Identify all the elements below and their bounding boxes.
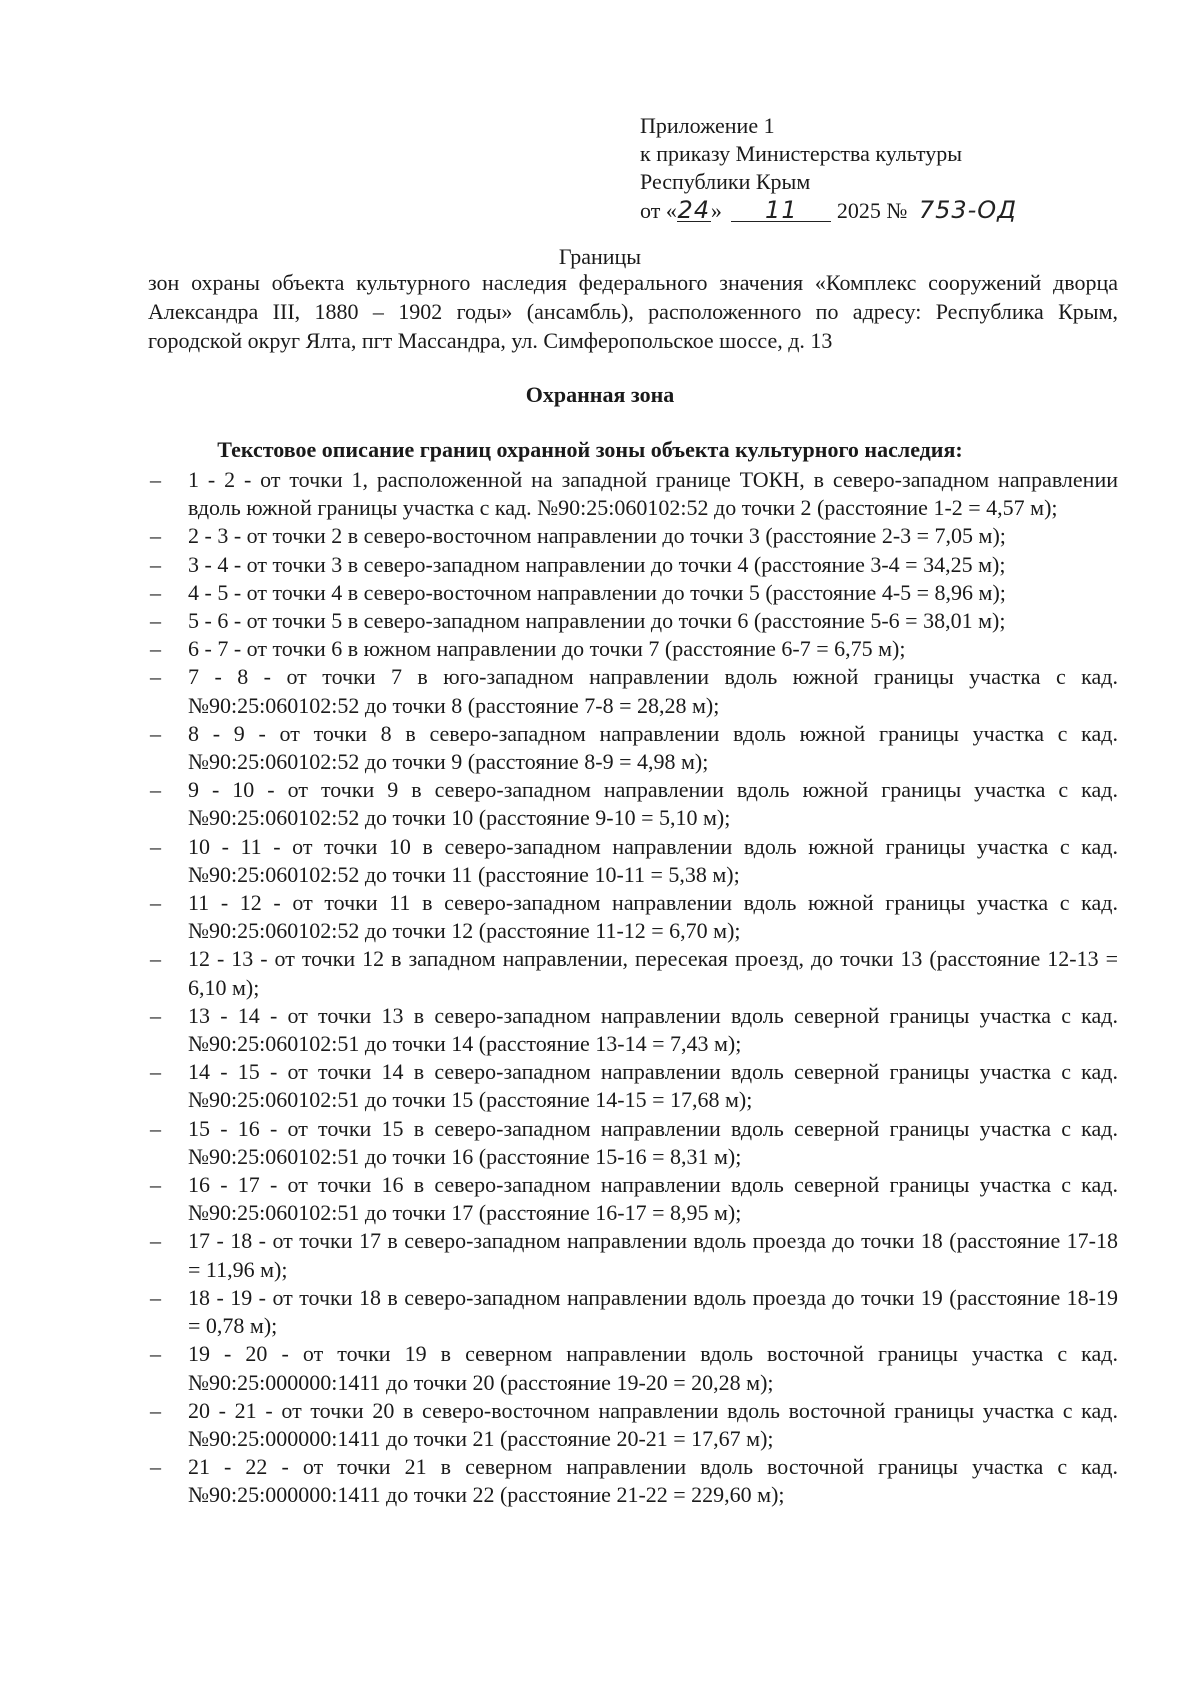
boundary-segment-text: 14 - 15 - от точки 14 в северо-западном направлении вдоль северной границы участка с кад. №90:25:060102:51 до точки 15 (расстояние 14-15 = 17,68 м); xyxy=(188,1059,1118,1113)
dash-bullet: – xyxy=(150,890,161,916)
date-mid: » xyxy=(710,198,722,223)
boundary-segment-text: 4 - 5 - от точки 4 в северо-восточном направлении до точки 5 (расстояние 4-5 = 8,96 м); xyxy=(188,579,1006,605)
boundary-segment-text: 1 - 2 - от точки 1, расположенной на западной границе ТОКН, в северо-западном направлении вдоль южной границы участка с кад. №90:25:060102:52 до точки 2 (расстояние 1-2 = 4,57 м); xyxy=(188,467,1118,521)
description-heading: Текстовое описание границ охранной зоны объекта культурного наследия: xyxy=(217,437,963,462)
boundary-segment-text: 18 - 19 - от точки 18 в северо-западном направлении вдоль проезда до точки 19 (расстояние 18-19 = 0,78 м); xyxy=(188,1284,1118,1339)
dash-bullet: – xyxy=(150,664,161,690)
boundary-segment-item xyxy=(148,833,1118,889)
dash-bullet: – xyxy=(150,1284,161,1310)
dash-bullet: – xyxy=(150,1059,161,1085)
appendix-header xyxy=(640,112,1017,225)
boundary-segment-text: 2 - 3 - от точки 2 в северо-восточном направлении до точки 3 (расстояние 2-3 = 7,05 м); xyxy=(188,523,1006,549)
dash-bullet: – xyxy=(150,833,161,859)
boundary-segment-text: 12 - 13 - от точки 12 в западном направлении, пересекая проезд, до точки 13 (расстояние 12-13 = 6,10 м); xyxy=(188,946,1118,1000)
dash-bullet: – xyxy=(150,720,161,746)
boundary-segment-item xyxy=(148,551,1118,579)
dash-bullet: – xyxy=(150,579,161,605)
boundary-segment-text: 3 - 4 - от точки 3 в северо-западном направлении до точки 4 (расстояние 3-4 = 34,25 м); xyxy=(188,551,1006,577)
order-date-line xyxy=(640,196,1017,225)
boundary-segment-item xyxy=(148,945,1118,1001)
dash-bullet: – xyxy=(150,636,161,662)
dash-bullet: – xyxy=(150,946,161,972)
boundary-segment-item xyxy=(148,1058,1118,1114)
boundary-segment-text: 11 - 12 - от точки 11 в северо-западном направлении вдоль южной границы участка с кад. №90:25:060102:52 до точки 12 (расстояние 11-12 = 6,70 м); xyxy=(188,890,1118,944)
boundary-segment-item xyxy=(148,1115,1118,1171)
boundary-segment-text: 7 - 8 - от точки 7 в юго-западном направлении вдоль южной границы участка с кад. №90:25:060102:52 до точки 8 (расстояние 7-8 = 28,28 м); xyxy=(188,664,1118,718)
document-title: Границы xyxy=(558,244,642,269)
boundary-segment-text: 19 - 20 - от точки 19 в северном направлении вдоль восточной границы участка с кад. №90:25:000000:1411 до точки 20 (расстояние 19-20 = 20,28 м); xyxy=(188,1341,1118,1395)
boundary-segment-text: 17 - 18 - от точки 17 в северо-западном направлении вдоль проезда до точки 18 (расстояние 17-18 = 11,96 м); xyxy=(188,1228,1118,1282)
dash-bullet: – xyxy=(150,1228,161,1254)
boundary-segment-item xyxy=(148,720,1118,776)
dash-bullet: – xyxy=(150,1172,161,1198)
boundary-segment-item xyxy=(148,522,1118,550)
dash-bullet: – xyxy=(150,523,161,549)
dash-bullet: – xyxy=(150,1397,161,1423)
order-number: 753-ОД xyxy=(918,196,1017,224)
boundary-segment-item xyxy=(148,776,1118,832)
boundary-segment-item xyxy=(148,466,1118,522)
appendix-line-3: Республики Крым xyxy=(640,169,811,194)
boundary-segment-text: 5 - 6 - от точки 5 в северо-западном направлении до точки 6 (расстояние 5-6 = 38,01 м); xyxy=(188,608,1006,634)
boundary-segment-item xyxy=(148,1284,1118,1340)
date-year: 2025 № xyxy=(836,198,908,223)
document-subject: зон охраны объекта культурного наследия федерального значения «Комплекс сооружений дворца Александра III, 1880 – 1902 годы» (ансамбль), расположенного по адресу: Республика Крым, городской округ Ялта, пгт Массандра, ул. Симферопольское шоссе, д. 13 xyxy=(148,270,1118,353)
boundary-segment-text: 6 - 7 - от точки 6 в южном направлении до точки 7 (расстояние 6-7 = 6,75 м); xyxy=(188,636,906,662)
date-prefix: от « xyxy=(640,198,677,223)
boundary-segment-item xyxy=(148,1397,1118,1453)
boundary-segment-item xyxy=(148,1340,1118,1396)
boundary-segment-text: 13 - 14 - от точки 13 в северо-западном направлении вдоль северной границы участка с кад. №90:25:060102:51 до точки 14 (расстояние 13-14 = 7,43 м); xyxy=(188,1002,1118,1057)
boundary-segment-item xyxy=(148,1453,1118,1509)
boundary-segment-item xyxy=(148,1002,1118,1058)
boundary-segment-text: 16 - 17 - от точки 16 в северо-западном направлении вдоль северной границы участка с кад. №90:25:060102:51 до точки 17 (расстояние 16-17 = 8,95 м); xyxy=(188,1172,1118,1226)
boundary-segment-item xyxy=(148,1171,1118,1227)
dash-bullet: – xyxy=(150,608,161,634)
date-day: 24 xyxy=(677,196,711,224)
boundary-segment-text: 20 - 21 - от точки 20 в северо-восточном направлении вдоль восточной границы участка с кад. №90:25:000000:1411 до точки 21 (расстояние 20-21 = 17,67 м); xyxy=(188,1397,1118,1451)
boundary-segment-item xyxy=(148,889,1118,945)
zone-heading: Охранная зона xyxy=(525,382,675,407)
boundary-segment-text: 9 - 10 - от точки 9 в северо-западном направлении вдоль южной границы участка с кад. №90:25:060102:52 до точки 10 (расстояние 9-10 = 5,10 м); xyxy=(188,777,1118,831)
appendix-line-1: Приложение 1 xyxy=(640,113,775,138)
dash-bullet: – xyxy=(150,1115,161,1141)
boundary-segment-item xyxy=(148,663,1118,719)
boundary-segment-item xyxy=(148,579,1118,607)
dash-bullet: – xyxy=(150,1002,161,1028)
boundary-segment-item xyxy=(148,635,1118,663)
boundary-segment-text: 21 - 22 - от точки 21 в северном направлении вдоль восточной границы участка с кад. №90:25:000000:1411 до точки 22 (расстояние 21-22 = 229,60 м); xyxy=(188,1454,1118,1508)
boundary-segment-item xyxy=(148,607,1118,635)
date-month: 11 xyxy=(731,199,831,222)
boundary-list xyxy=(148,466,1118,1510)
boundary-segment-text: 10 - 11 - от точки 10 в северо-западном направлении вдоль южной границы участка с кад. №90:25:060102:52 до точки 11 (расстояние 10-11 = 5,38 м); xyxy=(188,833,1118,887)
boundary-segment-text: 15 - 16 - от точки 15 в северо-западном направлении вдоль северной границы участка с кад. №90:25:060102:51 до точки 16 (расстояние 15-16 = 8,31 м); xyxy=(188,1115,1118,1169)
dash-bullet: – xyxy=(150,467,161,492)
dash-bullet: – xyxy=(150,777,161,803)
appendix-line-2: к приказу Министерства культуры xyxy=(640,141,963,166)
boundary-segment-text: 8 - 9 - от точки 8 в северо-западном направлении вдоль южной границы участка с кад. №90:25:060102:52 до точки 9 (расстояние 8-9 = 4,98 м); xyxy=(188,720,1118,775)
dash-bullet: – xyxy=(150,551,161,577)
boundary-segment-item xyxy=(148,1227,1118,1283)
dash-bullet: – xyxy=(150,1341,161,1367)
dash-bullet: – xyxy=(150,1454,161,1480)
